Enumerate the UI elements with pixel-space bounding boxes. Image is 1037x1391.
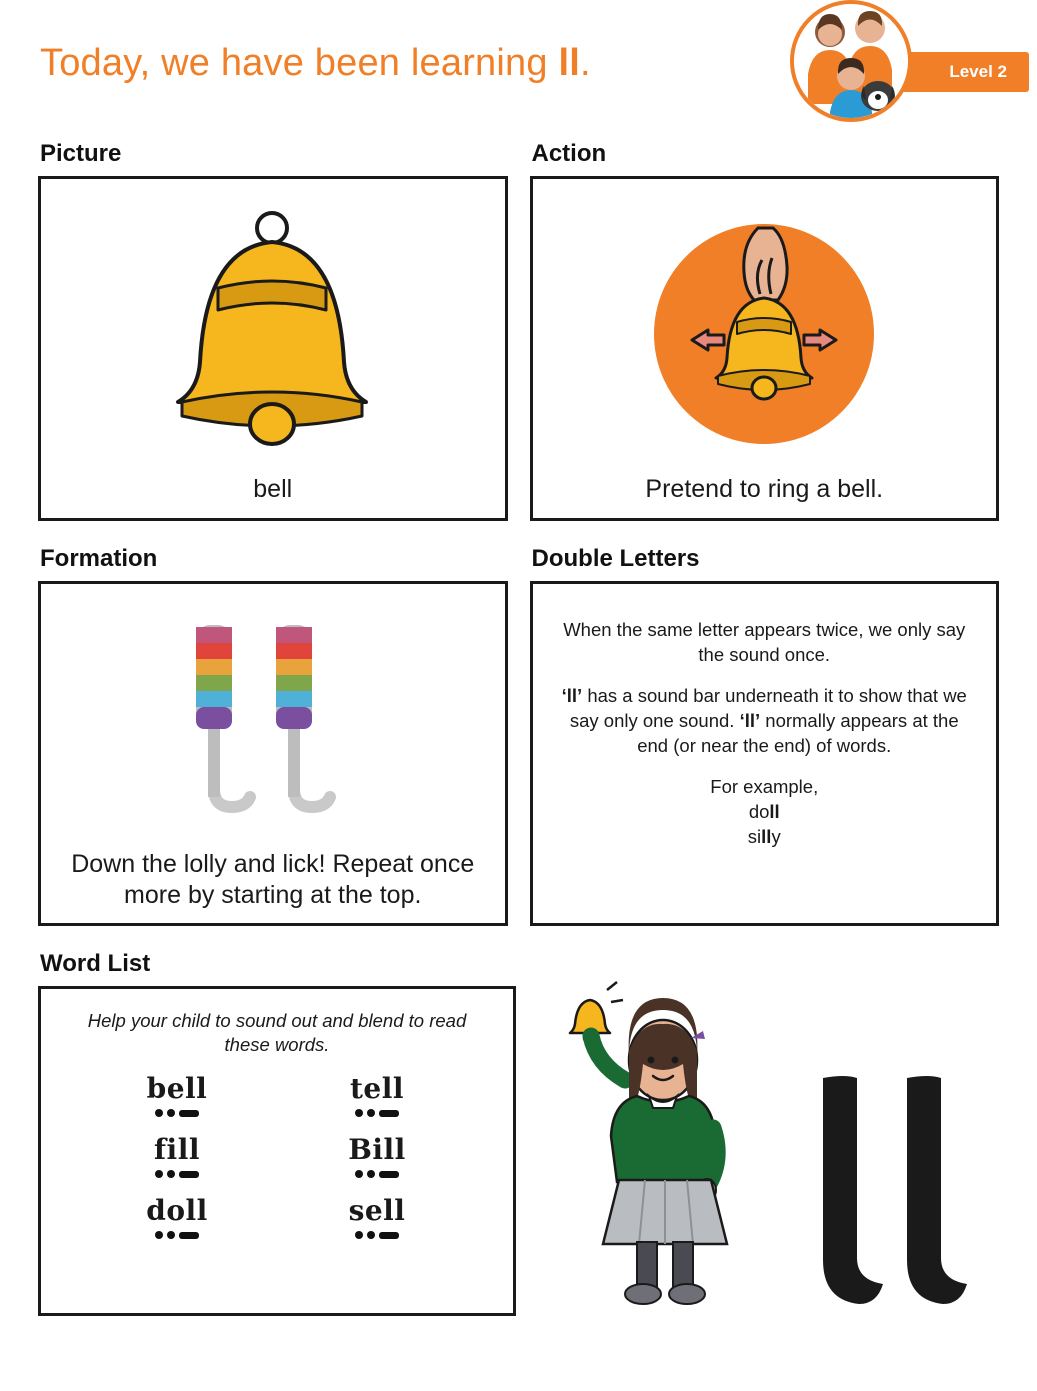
formation-box: [38, 581, 508, 926]
word-list-hint: Help your child to sound out and blend to read these words.: [87, 1010, 467, 1056]
list-item: [348, 1194, 406, 1240]
example-intro: For example,: [710, 775, 819, 797]
word-text: bell: [146, 1072, 208, 1106]
row-formation-doubleletters: [0, 545, 1037, 926]
double-letters-box: [530, 581, 1000, 926]
ll-letters-icon: [805, 1068, 985, 1313]
dl-inline-ll-1: ‘ll’: [561, 684, 583, 706]
double-letters-paragraph-2: [561, 684, 969, 759]
section-label-formation: Formation: [40, 545, 158, 572]
sound-dots: [349, 1230, 406, 1240]
double-letters-paragraph-1: When the same letter appears twice, we only say the sound once.: [563, 619, 966, 665]
sound-dots: [147, 1108, 208, 1118]
word-text: sell: [348, 1194, 406, 1228]
page-title-letters: ll: [558, 42, 580, 84]
sound-dots: [154, 1169, 200, 1179]
action-box: [530, 176, 1000, 521]
page-title-prefix: Today, we have been learning: [40, 42, 559, 84]
word-list-box: [38, 986, 516, 1316]
dl-inline-text-2: normally appears at the end (or near the end) of words.: [637, 709, 959, 756]
example-word-1: doll: [748, 800, 780, 822]
section-label-picture: Picture: [40, 140, 122, 167]
sound-dots: [348, 1169, 406, 1179]
list-item: [146, 1072, 208, 1118]
hand-ringing-bell-icon: [533, 179, 997, 470]
dl-inline-text-1: has a sound bar underneath it to show that we say only one sound.: [569, 684, 967, 731]
page-title: [40, 42, 591, 85]
picture-section: [38, 140, 508, 521]
double-letters-section: [530, 545, 1000, 926]
word-text: doll: [146, 1194, 208, 1228]
word-text: fill: [154, 1133, 200, 1167]
word-list-grid: [59, 1072, 495, 1240]
list-item: [146, 1194, 208, 1240]
family-photo-icon: [790, 0, 912, 122]
status-badge: [897, 52, 1029, 92]
word-text: Bill: [348, 1133, 406, 1167]
list-item: [154, 1133, 200, 1179]
double-letters-example: [561, 775, 969, 850]
example-word-2: silly: [747, 825, 781, 847]
sound-dots: [350, 1108, 404, 1118]
list-item: [348, 1133, 406, 1179]
dl-inline-ll-2: ‘ll’: [739, 709, 761, 731]
page-header: [0, 0, 1037, 140]
action-section: [530, 140, 1000, 521]
picture-box: [38, 176, 508, 521]
formation-caption: Down the lolly and lick! Repeat once more by starting at the top.: [71, 849, 475, 909]
picture-caption: bell: [253, 475, 293, 503]
action-caption: Pretend to ring a bell.: [645, 475, 884, 503]
word-text: tell: [349, 1072, 405, 1106]
section-label-action: Action: [531, 140, 607, 167]
formation-section: [38, 545, 508, 926]
row-picture-action: [0, 140, 1037, 521]
section-label-word-list: Word List: [40, 950, 151, 977]
bell-icon: [41, 179, 505, 470]
list-item: [349, 1072, 405, 1118]
two-lollies-icon: [41, 584, 505, 849]
page-title-suffix: .: [579, 42, 591, 84]
section-label-double-letters: Double Letters: [531, 545, 700, 572]
girl-ringing-bell-icon: [545, 978, 775, 1313]
sound-dots: [146, 1230, 208, 1240]
row-word-list: [0, 950, 1037, 1316]
level-badge-label: Level 2: [949, 62, 1007, 81]
